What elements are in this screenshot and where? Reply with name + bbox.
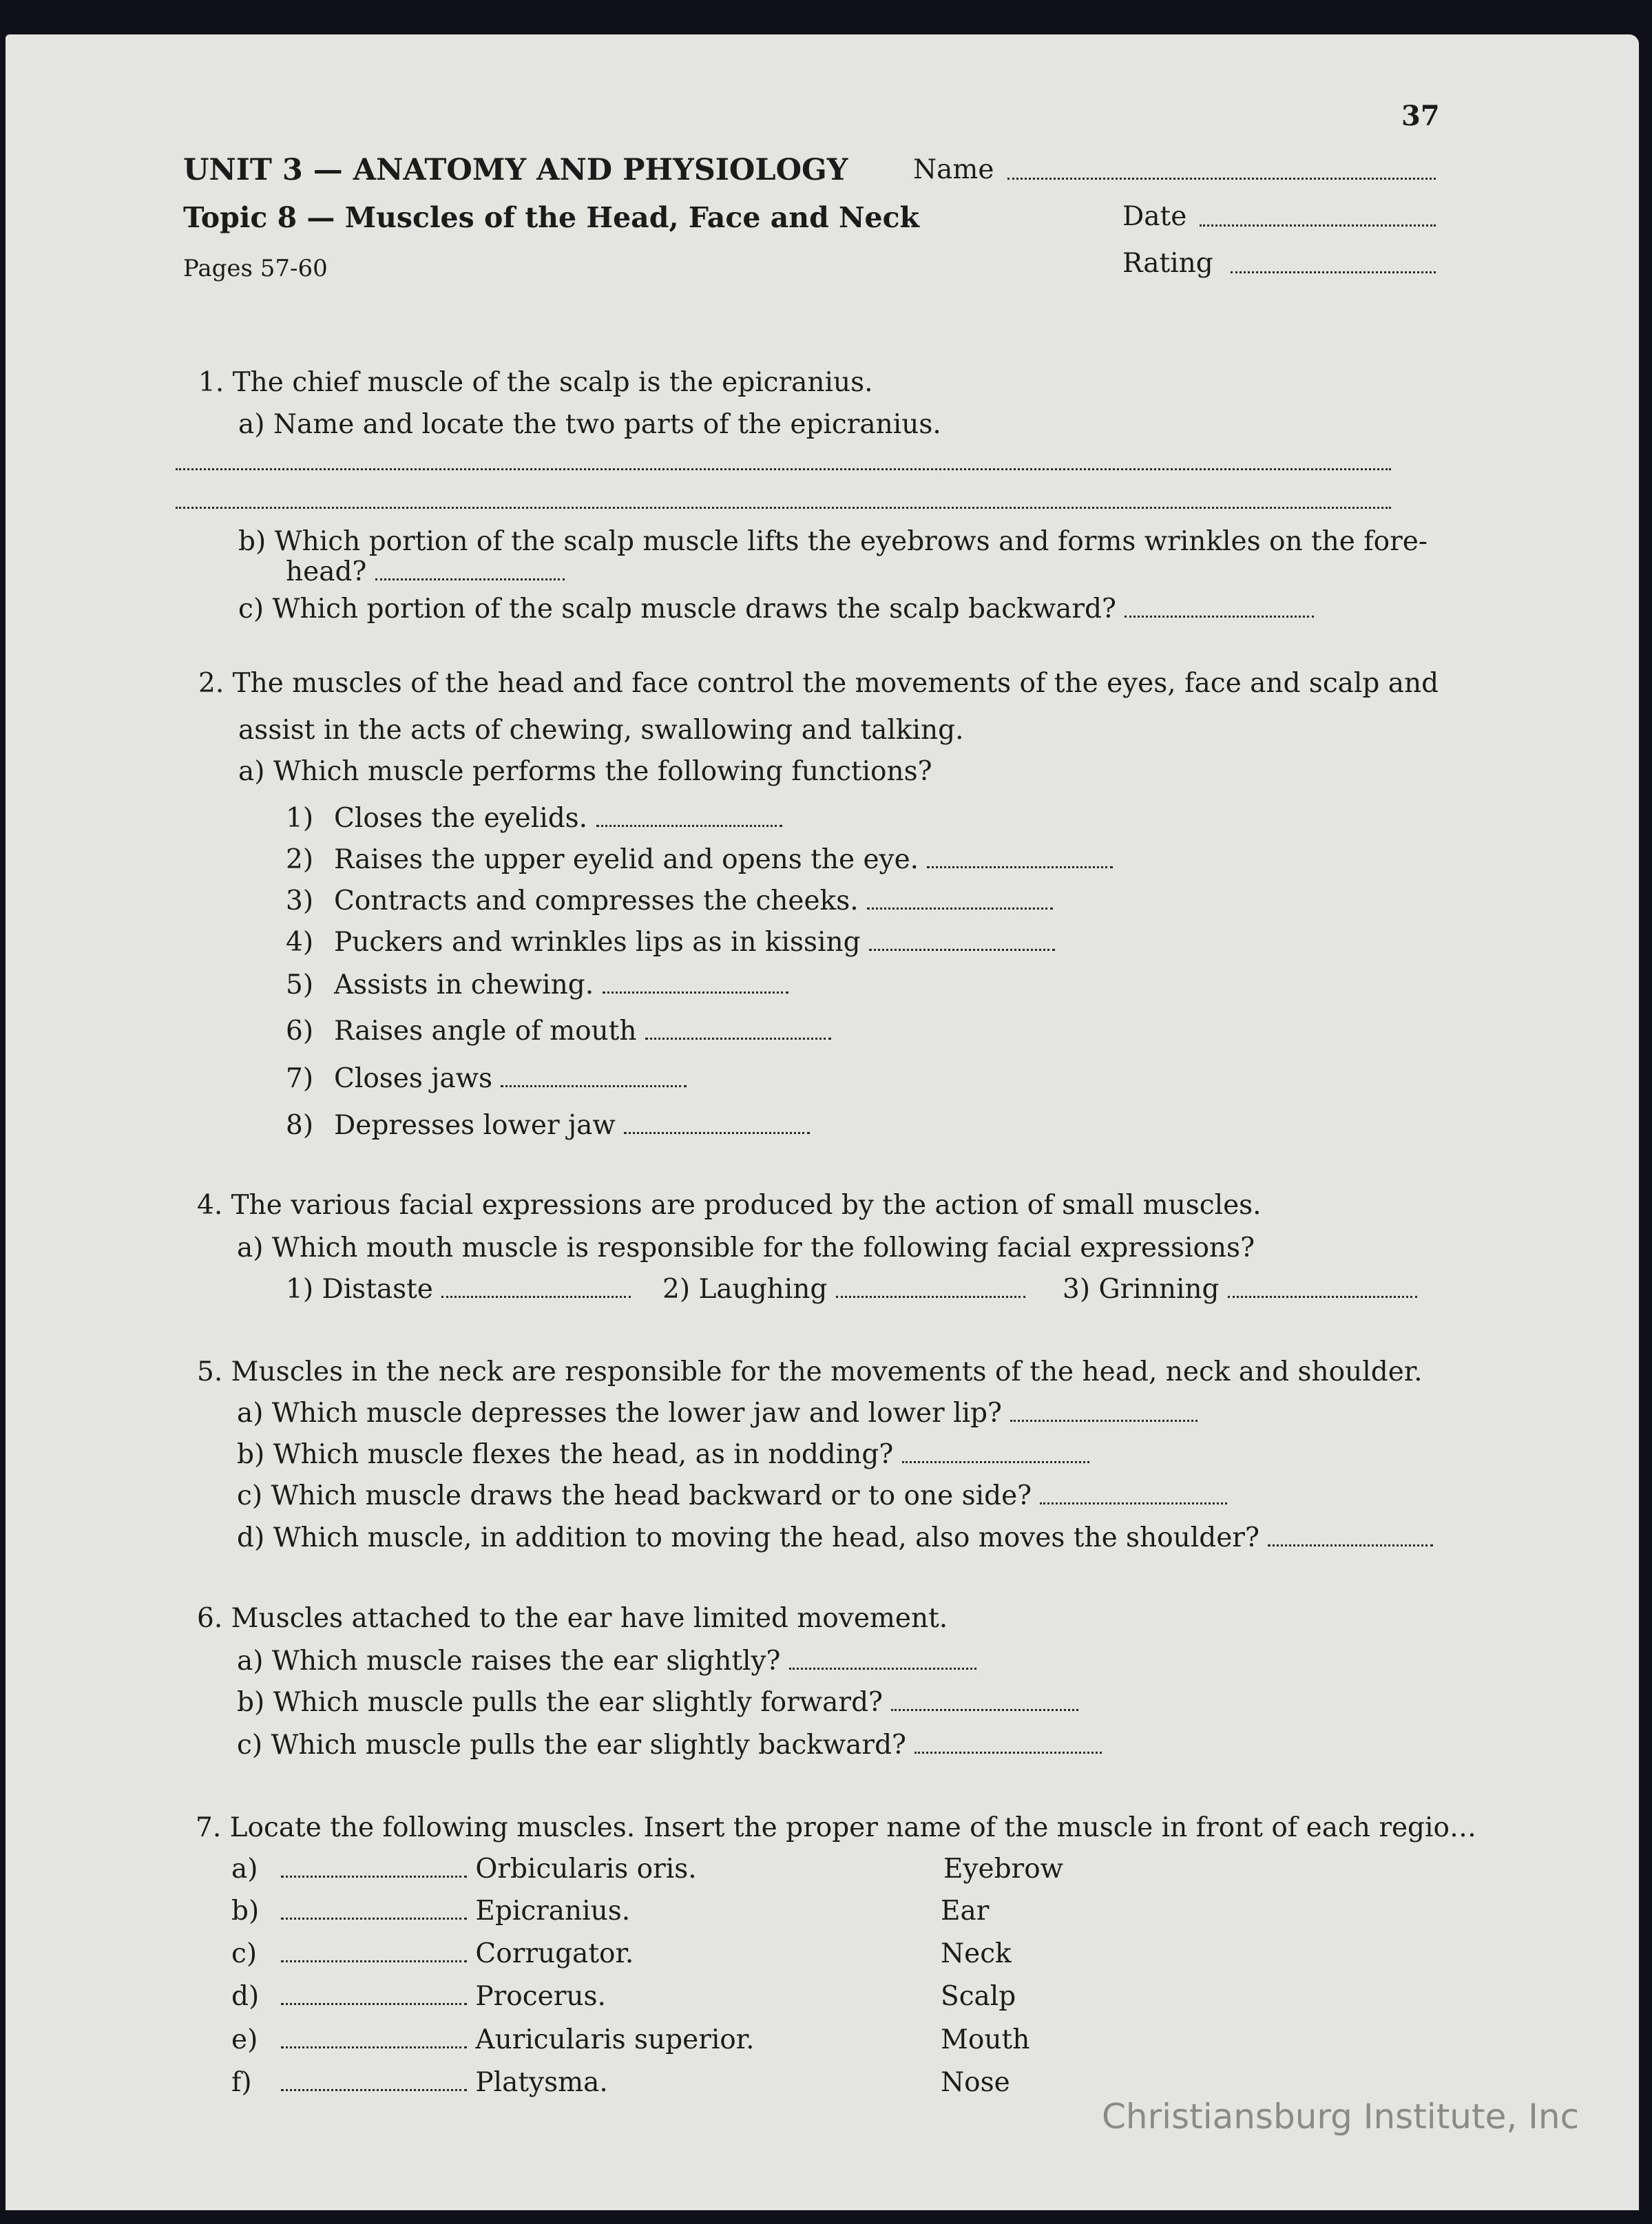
q7-row-b-blank[interactable] (281, 1918, 467, 1920)
q4-item-3: 3) Grinning (1063, 1274, 1417, 1305)
q5-item-d: d) Which muscle, in addition to moving the head, also moves the shoulder? (237, 1522, 1433, 1553)
q1-a: a) Name and locate the two parts of the epicranius. (238, 409, 941, 440)
pages-ref: Pages 57-60 (183, 255, 328, 282)
q2-item-3-blank[interactable] (867, 908, 1053, 910)
q2-item-4-blank[interactable] (869, 949, 1055, 951)
name-label: Name (913, 154, 994, 185)
topic-title: Topic 8 — Muscles of the Head, Face and Neck (183, 201, 919, 234)
q6-item-b: b) Which muscle pulls the ear slightly forward? (237, 1687, 1078, 1718)
q2-item-6-blank[interactable] (645, 1038, 831, 1040)
q2-item-4: 4) Puckers and wrinkles lips as in kissing (286, 927, 1055, 958)
q5-item-b: b) Which muscle flexes the head, as in nodding? (237, 1439, 1089, 1470)
q7-row-d: d) Procerus. (231, 1981, 606, 2012)
q4-item-3-blank[interactable] (1228, 1296, 1417, 1298)
q2-a: a) Which muscle performs the following functions? (238, 756, 932, 787)
q7-row-e: e) Auricularis superior. (231, 2024, 755, 2055)
rating-label: Rating (1122, 248, 1213, 279)
q7-region-a: Eyebrow (943, 1854, 1064, 1885)
q4-stem: 4. The various facial expressions are produced by the action of small muscles. (197, 1190, 1262, 1221)
q6-item-c: c) Which muscle pulls the ear slightly backward? (237, 1730, 1102, 1761)
q1-b-line2: head? (286, 556, 565, 587)
q5-item-a-blank[interactable] (1010, 1420, 1198, 1422)
q2-item-7-blank[interactable] (501, 1085, 687, 1087)
q6-item-b-blank[interactable] (891, 1709, 1078, 1711)
q7-stem: 7. Locate the following muscles. Insert the proper name of the muscle in front of each regio… (196, 1812, 1476, 1843)
q4-a: a) Which mouth muscle is responsible for the following facial expressions? (237, 1232, 1255, 1263)
q4-item-2: 2) Laughing (662, 1274, 1025, 1305)
q2-item-8: 8) Depresses lower jaw (286, 1110, 810, 1141)
q2-item-5-blank[interactable] (603, 992, 788, 994)
q5-item-d-blank[interactable] (1268, 1544, 1433, 1546)
q7-row-b: b) Epicranius. (231, 1896, 631, 1927)
q4-item-1: 1) Distaste (286, 1274, 631, 1305)
q2-item-1: 1) Closes the eyelids. (286, 803, 782, 834)
page-number: 37 (1401, 100, 1440, 132)
q2-item-1-blank[interactable] (596, 825, 782, 827)
q2-item-8-blank[interactable] (624, 1132, 810, 1134)
rating-field[interactable] (1231, 271, 1436, 273)
name-field[interactable] (1007, 178, 1436, 180)
q7-row-c: c) Corrugator. (231, 1938, 634, 1969)
q7-region-d: Scalp (941, 1981, 1016, 2012)
q2-stem-line2: assist in the acts of chewing, swallowing and talking. (238, 715, 964, 746)
q6-item-a-blank[interactable] (789, 1668, 976, 1670)
q2-item-5: 5) Assists in chewing. (286, 969, 788, 1000)
q4-item-1-blank[interactable] (441, 1296, 631, 1298)
q1-b-answer-blank[interactable] (375, 578, 565, 580)
q4-item-2-blank[interactable] (836, 1296, 1025, 1298)
q5-item-b-blank[interactable] (902, 1461, 1089, 1463)
q5-stem: 5. Muscles in the neck are responsible for the movements of the head, neck and shoulder. (197, 1356, 1423, 1387)
q2-item-3: 3) Contracts and compresses the cheeks. (286, 885, 1053, 916)
q7-region-b: Ear (941, 1896, 990, 1927)
q5-item-c-blank[interactable] (1040, 1502, 1227, 1504)
q7-row-f: f) Platysma. (231, 2067, 608, 2098)
q5-item-c: c) Which muscle draws the head backward or to one side? (237, 1480, 1227, 1511)
q7-region-c: Neck (941, 1938, 1012, 1969)
q1-c-answer-blank[interactable] (1125, 616, 1314, 618)
q2-item-7: 7) Closes jaws (286, 1063, 687, 1094)
q6-stem: 6. Muscles attached to the ear have limited movement. (197, 1603, 948, 1634)
q7-row-d-blank[interactable] (281, 2003, 467, 2005)
unit-title: UNIT 3 — ANATOMY AND PHYSIOLOGY (183, 153, 848, 187)
q6-item-c-blank[interactable] (914, 1752, 1102, 1754)
date-field[interactable] (1200, 224, 1436, 227)
q1-c: c) Which portion of the scalp muscle draws the scalp backward? (238, 594, 1314, 625)
q7-region-e: Mouth (941, 2024, 1030, 2055)
date-label: Date (1122, 201, 1187, 232)
q2-item-2-blank[interactable] (927, 866, 1113, 868)
q1-a-answer-line-2[interactable] (176, 507, 1391, 509)
q5-item-a: a) Which muscle depresses the lower jaw and lower lip? (237, 1398, 1198, 1429)
q2-stem-line1: 2. The muscles of the head and face control the movements of the eyes, face and scalp and (198, 668, 1439, 699)
q7-row-f-blank[interactable] (281, 2089, 467, 2091)
q1-a-answer-line-1[interactable] (176, 468, 1391, 470)
q7-row-e-blank[interactable] (281, 2046, 467, 2048)
q1-stem: 1. The chief muscle of the scalp is the epicranius. (198, 367, 873, 398)
q7-row-a: a) Orbicularis oris. (231, 1854, 697, 1885)
q6-item-a: a) Which muscle raises the ear slightly? (237, 1646, 976, 1677)
q1-b-line1: b) Which portion of the scalp muscle lifts the eyebrows and forms wrinkles on the fore- (238, 526, 1428, 557)
q7-row-c-blank[interactable] (281, 1960, 467, 1962)
q2-item-6: 6) Raises angle of mouth (286, 1016, 831, 1047)
institution-watermark: Christiansburg Institute, Inc (1102, 2097, 1580, 2137)
q7-region-f: Nose (941, 2067, 1010, 2098)
q2-item-2: 2) Raises the upper eyelid and opens the eye. (286, 844, 1113, 875)
q7-row-a-blank[interactable] (281, 1876, 467, 1878)
